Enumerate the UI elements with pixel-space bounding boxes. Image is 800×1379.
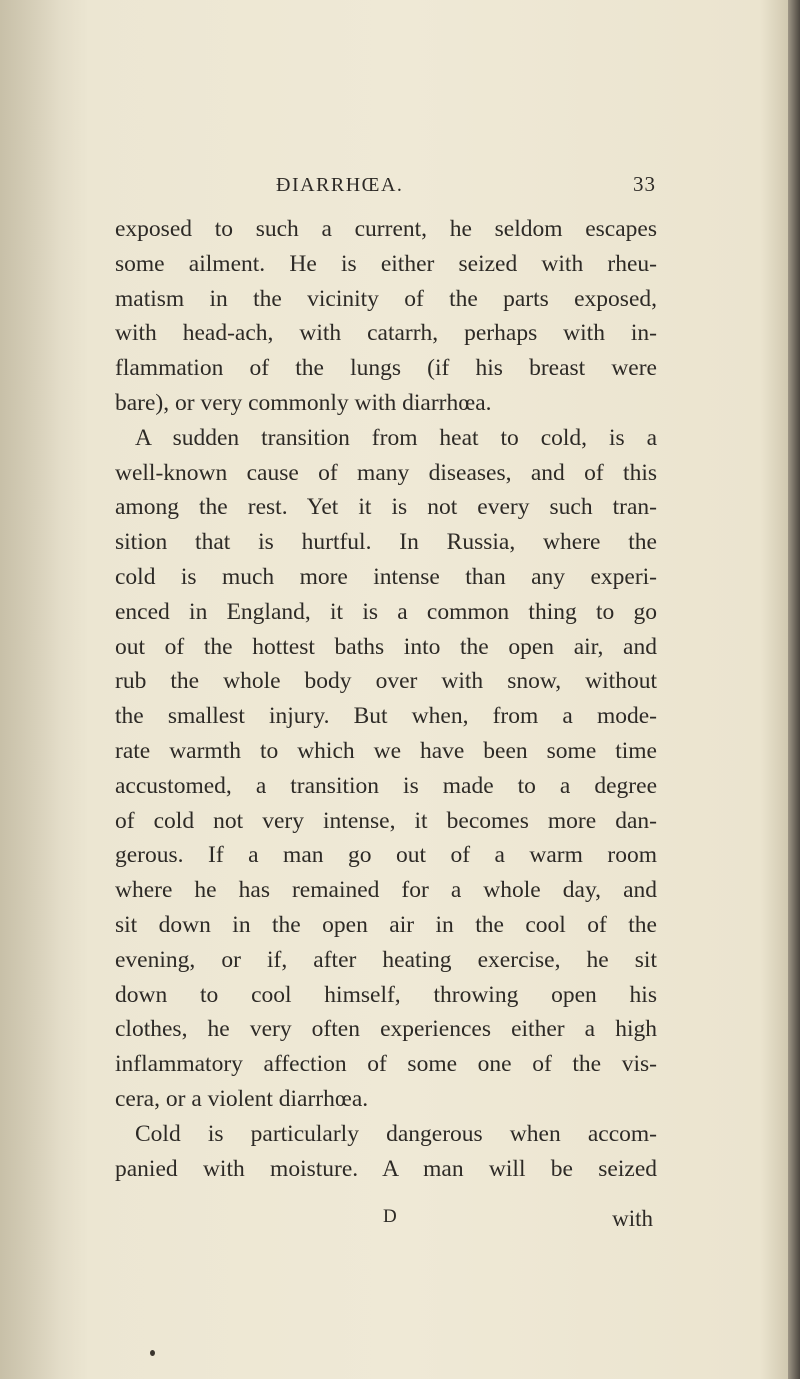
text-line: down to cool himself, throwing open his (115, 981, 657, 1008)
text-line: matism in the vicinity of the parts exposed, (115, 285, 657, 312)
body-text (115, 212, 657, 1186)
text-line: panied with moisture. A man will be seized (115, 1155, 657, 1182)
text-line: exposed to such a current, he seldom escapes (115, 216, 657, 242)
text-line: Cold is particularly dangerous when accom- (135, 1120, 657, 1147)
text-line: sition that is hurtful. In Russia, where the (115, 529, 657, 556)
signature-mark: D (383, 1206, 397, 1227)
gutter-shadow (0, 0, 90, 1379)
text-line: accustomed, a transition is made to a degree (115, 772, 657, 799)
text-line: gerous. If a man go out of a warm room (115, 842, 657, 869)
text-line: cold is much more intense than any experi- (115, 563, 657, 590)
text-line: the smallest injury. But when, from a mode- (115, 703, 657, 730)
catchword: with (612, 1206, 653, 1231)
text-line: of cold not very intense, it becomes more dan- (115, 807, 657, 834)
text-line: with head-ach, with catarrh, perhaps with in- (115, 320, 657, 347)
page-footer (115, 1206, 657, 1236)
text-line: some ailment. He is either seized with rheu- (115, 250, 657, 277)
text-line: flammation of the lungs (if his breast were (115, 355, 657, 382)
text-line: enced in England, it is a common thing to go (115, 598, 657, 625)
text-line: clothes, he very often experiences either a high (115, 1016, 657, 1043)
text-line: cera, or a violent diarrhœa. (115, 1085, 369, 1112)
text-line: A sudden transition from heat to cold, is a (135, 424, 657, 451)
text-line: rub the whole body over with snow, without (115, 668, 657, 695)
text-line: rate warmth to which we have been some time (115, 737, 657, 764)
page-edge (788, 0, 800, 1379)
text-line: well-known cause of many diseases, and of this (115, 459, 657, 486)
text-line: among the rest. Yet it is not every such tran- (115, 494, 657, 521)
page-number: 33 (633, 172, 656, 196)
text-line: sit down in the open air in the cool of the (115, 911, 657, 938)
running-title: ÐIARRHŒA. (276, 174, 404, 196)
text-line: where he has remained for a whole day, and (115, 877, 657, 904)
ink-speck (150, 1350, 155, 1356)
text-line: inflammatory affection of some one of the vis- (115, 1051, 657, 1078)
running-head (276, 172, 656, 202)
text-line: bare), or very commonly with diarrhœa. (115, 389, 492, 416)
text-line: out of the hottest baths into the open air, and (115, 633, 657, 660)
text-line: evening, or if, after heating exercise, he sit (115, 946, 657, 973)
